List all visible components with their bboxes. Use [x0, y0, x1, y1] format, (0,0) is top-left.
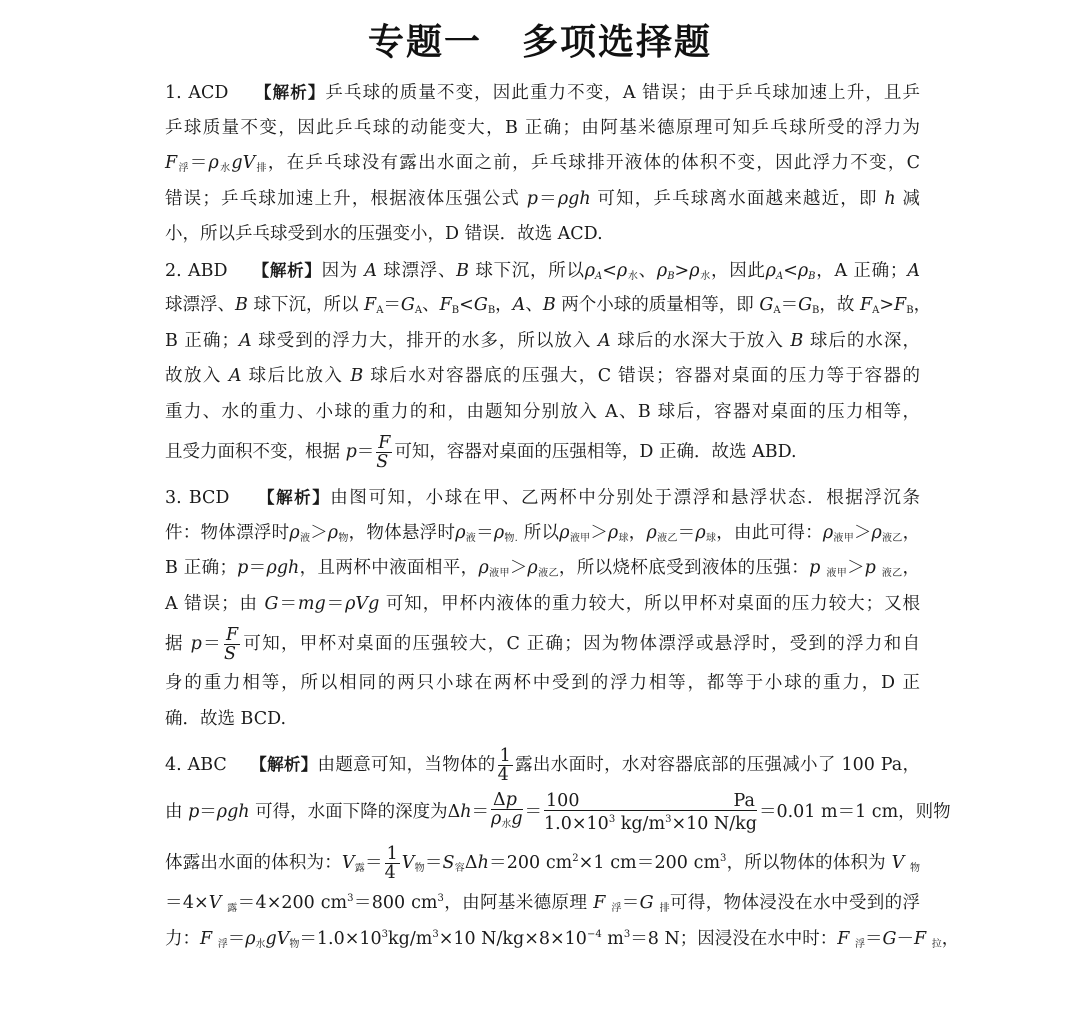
text-span: 可知，乒乓球离水面越来越近，即 — [597, 188, 878, 209]
text-span: kg/m — [388, 928, 433, 949]
text-line — [165, 111, 920, 147]
text-span: 球受到的浮力大，排开的水多，所以放入 — [258, 330, 592, 351]
text-span: B 正确； — [165, 558, 238, 578]
text-line: 且受力面积不变，根据 p＝ $\frac{F}{S}$ 可知，容器对桌面的压强相等，D 正确．故选 ABD. — [165, 433, 797, 472]
answer-block-3 — [165, 480, 920, 737]
text-span: 乒乓球的质量不变，因此重力不变，A 错误；由于乒乓球加速上升，且乒 — [325, 83, 920, 103]
text-span: 球后的水深， — [809, 330, 920, 351]
text-span: 可得，物体浸没在水中受到的浮 — [670, 893, 920, 913]
text-span: 错误；乒乓球加速上升，根据液体压强公式 — [165, 188, 521, 209]
text-span: ，由阿基米德原理 — [443, 893, 588, 913]
text-span: B 正确； — [165, 330, 239, 351]
text-span: 减 — [902, 188, 920, 209]
text-span: 力： — [165, 928, 200, 949]
document-body — [165, 75, 960, 952]
text-line: 2. ABD 【解析】因为 A 球漂浮、B 球下沉，所以$\rho_A<\rho_水$、$\rho_B>\rho_水$，因此$\rho_A<\rho_B$，A 正确；A — [165, 260, 920, 282]
text-span: 且受力面积不变，根据 — [165, 442, 340, 462]
analysis-tag: 【解析】 — [258, 488, 331, 507]
text-line: 件：物体漂浮时$\rho_液>\rho_物$，物体悬浮时$\rho_液=\rho_{物.}$ 所以$\rho_{液甲}>\rho_球$，$\rho_{液乙}=\rho_球$，由此可得：$\rho_{液甲}>\rho_{液乙}$， — [165, 522, 921, 544]
text-span: ×1 cm＝200 cm — [578, 853, 721, 873]
text-span: ×10 N/kg — [671, 814, 757, 834]
text-span: 球后水对容器底的压强大，C 错误；容器对桌面的压力等于容器的 — [370, 366, 921, 386]
text-span: 球后的水深大于放入 — [617, 330, 784, 351]
text-span: ＝4× — [165, 893, 209, 913]
text-span: 小，所以乒乓球受到水的压强变小，D 错误．故选 ACD. — [165, 224, 603, 244]
fraction: $\frac{100 Pa}{1.0\times 10^3 kg/m^3\times 10 N/kg}$ — [544, 791, 757, 834]
text-line: 球漂浮、B 球下沉，所以 $F_A=G_A$、$F_B<G_B$，A、B 两个小球的质量相等，即 $G_A=G_B$，故 $F_A>F_B$， — [165, 295, 932, 316]
text-span: 因为 — [321, 260, 359, 281]
text-span: 由 — [165, 802, 183, 822]
text-line: ＝4×V $_露$＝4×200 $cm^3=800$ $cm^3$，由阿基米德原理 F $_浮$＝G $_排$可得，物体浸没在水中受到的浮 — [165, 893, 920, 914]
text-span: ，所以烧杯底受到液体的压强： — [558, 558, 810, 578]
text-span: ，因此 — [710, 260, 766, 281]
text-span: 由图可知，小球在甲、乙两杯中分别处于漂浮和悬浮状态．根据浮沉条 — [330, 488, 920, 508]
text-span: ，物体悬浮时 — [348, 522, 456, 543]
title-part-1: 专题一 — [367, 22, 482, 63]
text-span: ，由此可得： — [716, 522, 823, 543]
fraction: $\frac{F}{S}$ — [376, 433, 391, 472]
text-span: 重力、水的重力、小球的重力的和，由题知分别放入 A、B 球后，容器对桌面的压力相等， — [165, 401, 920, 422]
text-span: ，且两杯中液面相平， — [299, 558, 479, 578]
text-span: 露出水面时，水对容器底部的压强减小了 100 Pa， — [514, 755, 921, 775]
text-span: ＝8 N；因浸没在水中时： — [630, 928, 838, 949]
fraction: $\frac{F}{S}$ — [223, 625, 239, 664]
text-span: ，A 正确； — [815, 260, 908, 281]
page-title — [0, 14, 1080, 65]
text-span: m — [607, 928, 624, 949]
text-line — [165, 395, 920, 431]
text-line: 力：F $_浮=\rho_水gV_物=1.0\times 10^3kg/m^3\times 10$ $N/kg\times 8\times 10^{-4}$ $m^3=8$ N；因浸没在水中时：F $_浮$＝G－F $_拉$， — [165, 928, 960, 950]
text-span: 故放入 — [165, 366, 222, 386]
text-span: A 错误；由 — [165, 593, 258, 614]
text-span: ＝800 cm — [353, 893, 438, 913]
answer-block-4 — [165, 743, 960, 952]
text-line: 由 p＝ρgh 可得，水面下降的深度为Δh＝ $\frac{\Delta p}{\rho_水g}$ ＝ $\frac{100 Pa}{1.0\times 10^3 kg/m^3\times 10 N/kg}$ ＝0.01 m＝1 cm，则物 — [165, 790, 951, 834]
text-span: 确．故选 BCD. — [165, 708, 287, 729]
text-line: 据 p＝ $\frac{F}{S}$ 可知，甲杯对桌面的压强较大，C 正确；因为物体漂浮或悬浮时，受到的浮力和自 — [165, 625, 921, 664]
text-span: 可知，甲杯对桌面的压强较大，C 正确；因为物体漂浮或悬浮时，受到的浮力和自 — [242, 634, 921, 654]
fraction: $\frac{1}{4}$ — [497, 746, 511, 785]
text-span: 1.0×10 — [544, 814, 609, 834]
text-span: 球下沉，所以 — [253, 295, 359, 315]
title-part-2: 多项选择题 — [522, 22, 713, 63]
text-line — [165, 75, 920, 111]
answer-number: 1. ACD — [165, 83, 229, 103]
text-span: 体露出水面的体积为： — [165, 853, 342, 873]
text-span: ，在乒乓球没有露出水面之前，乒乓球排开液体的体积不变，因此浮力不变，C — [267, 153, 921, 173]
text-span: 可知，甲杯内液体的重力较大，所以甲杯对桌面的压力较大；又根 — [385, 593, 921, 614]
text-span: 可得，水面下降的深度为 — [255, 802, 448, 822]
text-line: B 正确；A 球受到的浮力大，排开的水多，所以放入 A 球后的水深大于放入 B 球后的水深， — [165, 330, 920, 351]
answer-number: 4. ABC — [165, 755, 227, 775]
text-line: B 正确；p＝ρgh，且两杯中液面相平，$\rho_{液甲}>\rho_{液乙}$，所以烧杯底受到液体的压强：p $_{液甲}$＞p $_{液乙}$， — [165, 558, 921, 579]
text-line: 体露出水面的体积为：$V_露=$ $\frac{1}{4}$ $V_物=S_容\Delta h=200$ $cm^2\times 1$ cm＝200 $cm^3$，所以物体的体积为 V $_物$ — [165, 844, 921, 883]
text-line: $F_浮=\rho_水gV_排$，在乒乓球没有露出水面之前，乒乓球排开液体的体积不变，因此浮力不变，C — [165, 153, 921, 174]
text-span: 球后比放入 — [248, 366, 344, 386]
text-line — [165, 702, 920, 738]
text-line: A 错误；由 G＝mg＝ρVg 可知，甲杯内液体的重力较大，所以甲杯对桌面的压力较大；又根 — [165, 593, 921, 614]
text-span: 100 Pa — [546, 791, 755, 811]
text-span: ＝0.01 m＝1 cm，则物 — [758, 802, 951, 822]
answer-block-1 — [165, 75, 920, 253]
text-span: ＝200 cm — [488, 853, 573, 873]
text-span: 球下沉，所以 — [475, 260, 585, 281]
text-span: kg/m — [615, 814, 666, 834]
answer-number: 3. BCD — [165, 488, 230, 508]
text-span: ×10 N/kg×8×10 — [438, 928, 587, 949]
answer-block-2 — [165, 253, 932, 475]
analysis-tag: 【解析】 — [250, 755, 318, 774]
text-span: 乒球质量不变，因此乒乓球的动能变大，B 正确；由阿基米德原理可知乒乓球所受的浮力为 — [165, 117, 920, 138]
text-span: 所以 — [523, 522, 560, 543]
text-span: ，所以物体的体积为 — [726, 853, 886, 873]
text-line — [165, 217, 920, 253]
text-span: ＝1.0×10 — [299, 928, 382, 949]
text-line — [165, 666, 920, 702]
text-span: 球漂浮、 — [383, 260, 457, 281]
text-line: 故放入 A 球后比放入 B 球后水对容器底的压强大，C 错误；容器对桌面的压力等于容器的 — [165, 366, 921, 386]
text-span: 身的重力相等，所以相同的两只小球在两杯中受到的浮力相等，都等于小球的重力，D 正 — [165, 673, 920, 693]
text-span: ＝4×200 cm — [237, 893, 348, 913]
text-span: 可知，容器对桌面的压强相等，D 正确．故选 ABD. — [394, 442, 797, 462]
text-span: 据 — [165, 634, 184, 654]
text-line — [165, 480, 920, 516]
text-line — [165, 743, 920, 787]
text-span: ，故 — [819, 295, 855, 315]
text-span: 件：物体漂浮时 — [165, 522, 290, 543]
text-span: 两个小球的质量相等，即 — [561, 295, 754, 315]
fraction: $\frac{\Delta p}{\rho_水g}$ — [491, 790, 523, 830]
analysis-tag: 【解析】 — [252, 260, 322, 280]
answer-number: 2. ABD — [165, 260, 228, 281]
fraction: $\frac{1}{4}$ — [384, 844, 398, 883]
text-span: 由题意可知，当物体的 — [317, 755, 496, 775]
text-span: 球漂浮、 — [165, 295, 235, 315]
analysis-tag: 【解析】 — [255, 83, 326, 102]
text-line: 错误；乒乓球加速上升，根据液体压强公式 p＝ρgh 可知，乒乓球离水面越来越近，即 h 减 — [165, 188, 920, 209]
